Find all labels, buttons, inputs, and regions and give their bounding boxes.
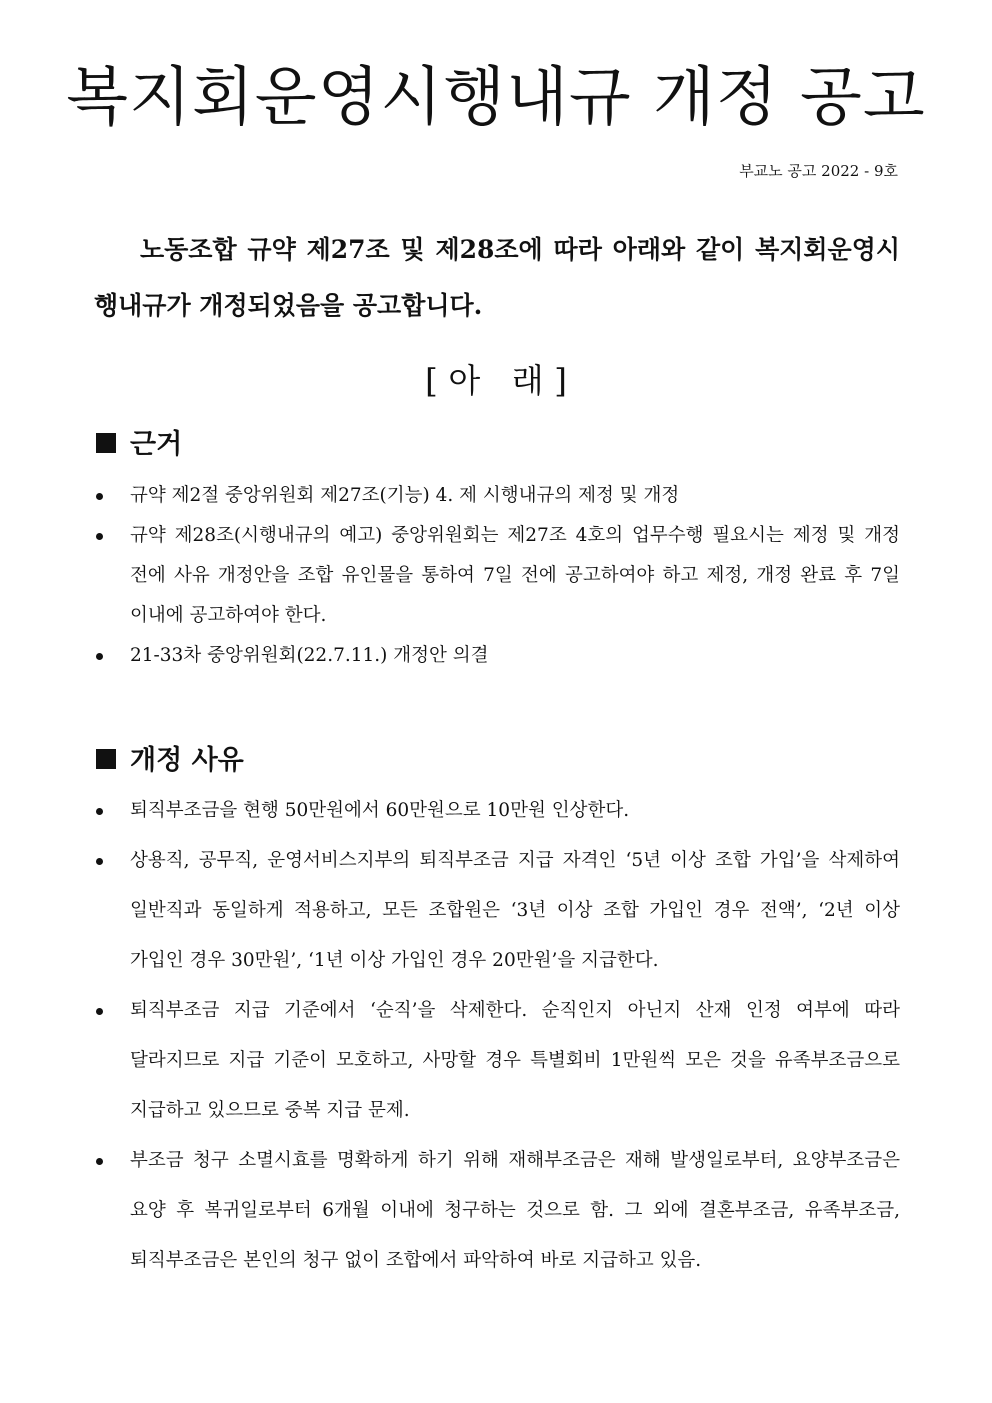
page-title: 복지회운영시행내규 개정 공고 [66, 61, 926, 135]
bullet-icon [96, 1158, 103, 1165]
arae-heading: [ 아 래 ] [425, 361, 567, 400]
list-item-text: 규약 제28조(시행내규의 예고) 중앙위원회는 제27조 4호의 업무수행 필요시는 제정 및 개정 전에 사유 개정안을 조합 유인물을 통하여 7일 전에 공고하여야 하고 제정, 개정 완료 후 7일 이내에 공고하여야 한다. [130, 525, 900, 626]
section-heading-label: 근거 [130, 429, 183, 460]
bullet-icon [96, 1008, 103, 1015]
list-item [94, 516, 900, 636]
list-item-text: 규약 제2절 중앙위원회 제27조(기능) 4. 제 시행내규의 제정 및 개정 [130, 485, 680, 506]
list-item-text: 21-33차 중앙위원회(22.7.11.) 개정안 의결 [130, 645, 489, 666]
intro-paragraph: 노동조합 규약 제27조 및 제28조에 따라 아래와 같이 복지회운영시행내규가 개정되었음을 공고합니다. [94, 235, 900, 320]
bullet-icon [96, 493, 103, 500]
list-item [94, 1136, 900, 1286]
list-item-text: 퇴직부조금을 현행 50만원에서 60만원으로 10만원 인상한다. [130, 800, 630, 821]
square-bullet-icon [96, 433, 116, 453]
list-item [94, 636, 900, 676]
reason-list [94, 786, 900, 1286]
list-item-text: 상용직, 공무직, 운영서비스지부의 퇴직부조금 지급 자격인 ‘5년 이상 조합 가입’을 삭제하여 일반직과 동일하게 적용하고, 모든 조합원은 ‘3년 이상 조합 가입인 경우 전액’, ‘2년 이상 가입인 경우 30만원’, ‘1년 이상 가입인 경우 20만원’을 지급한다. [130, 850, 900, 971]
section-heading-basis [96, 425, 182, 465]
bullet-icon [96, 653, 103, 660]
section-heading-reason [96, 741, 244, 781]
section-heading-label: 개정 사유 [130, 745, 244, 776]
square-bullet-icon [96, 749, 116, 769]
list-item-text: 부조금 청구 소멸시효를 명확하게 하기 위해 재해부조금은 재해 발생일로부터, 요양부조금은 요양 후 복귀일로부터 6개월 이내에 청구하는 것으로 함. 그 외에 결혼부조금, 유족부조금, 퇴직부조금은 본인의 청구 없이 조합에서 파악하여 바로 지급하고 있음. [130, 1150, 900, 1271]
list-item [94, 986, 900, 1136]
list-item [94, 836, 900, 986]
document-number: 부교노 공고 2022 - 9호 [739, 162, 898, 180]
bullet-icon [96, 808, 103, 815]
bullet-icon [96, 533, 103, 540]
basis-list [94, 476, 900, 676]
list-item [94, 476, 900, 516]
list-item-text: 퇴직부조금 지급 기준에서 ‘순직’을 삭제한다. 순직인지 아닌지 산재 인정 여부에 따라 달라지므로 지급 기준이 모호하고, 사망할 경우 특별회비 1만원씩 모은 것을 유족부조금으로 지급하고 있으므로 중복 지급 문제. [130, 1000, 901, 1121]
list-item [94, 786, 900, 836]
bullet-icon [96, 858, 103, 865]
